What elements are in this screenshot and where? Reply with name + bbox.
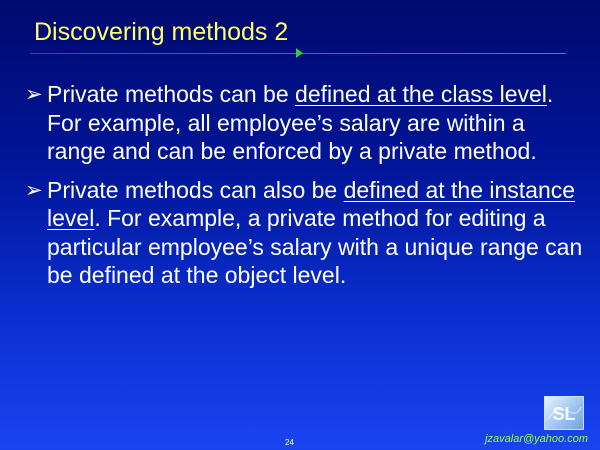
bullet-item bbox=[25, 80, 585, 166]
slide-title: Discovering methods 2 bbox=[34, 18, 289, 46]
sl-logo-icon bbox=[544, 396, 584, 430]
arrow-bullet-icon: ➢ bbox=[25, 83, 43, 106]
bullet-underlined-text: defined at the class level bbox=[295, 81, 547, 107]
bullet-list bbox=[25, 80, 585, 300]
author-email: jzavalar@yahoo.com bbox=[485, 433, 588, 445]
bullet-underlined-text: defined at the instance level bbox=[47, 176, 576, 231]
bullet-rest-text: . For example, a private method for editing a particular employee’s salary with a unique range can be defined at the object level. bbox=[47, 205, 583, 288]
arrow-bullet-icon: ➢ bbox=[25, 178, 43, 202]
divider-arrow-icon bbox=[296, 48, 303, 58]
page-number: 24 bbox=[285, 438, 294, 447]
sl-logo-graphic bbox=[545, 397, 583, 429]
logo-lettering: SL bbox=[552, 404, 576, 424]
bullet-rest-text: . For example, all employee’s salary are within a range and can be enforced by a private method. bbox=[47, 81, 554, 164]
bullet-intro-text: Private methods can also be bbox=[47, 176, 344, 203]
bullet-item bbox=[25, 176, 585, 290]
bullet-intro-text: Private methods can be bbox=[47, 81, 296, 107]
